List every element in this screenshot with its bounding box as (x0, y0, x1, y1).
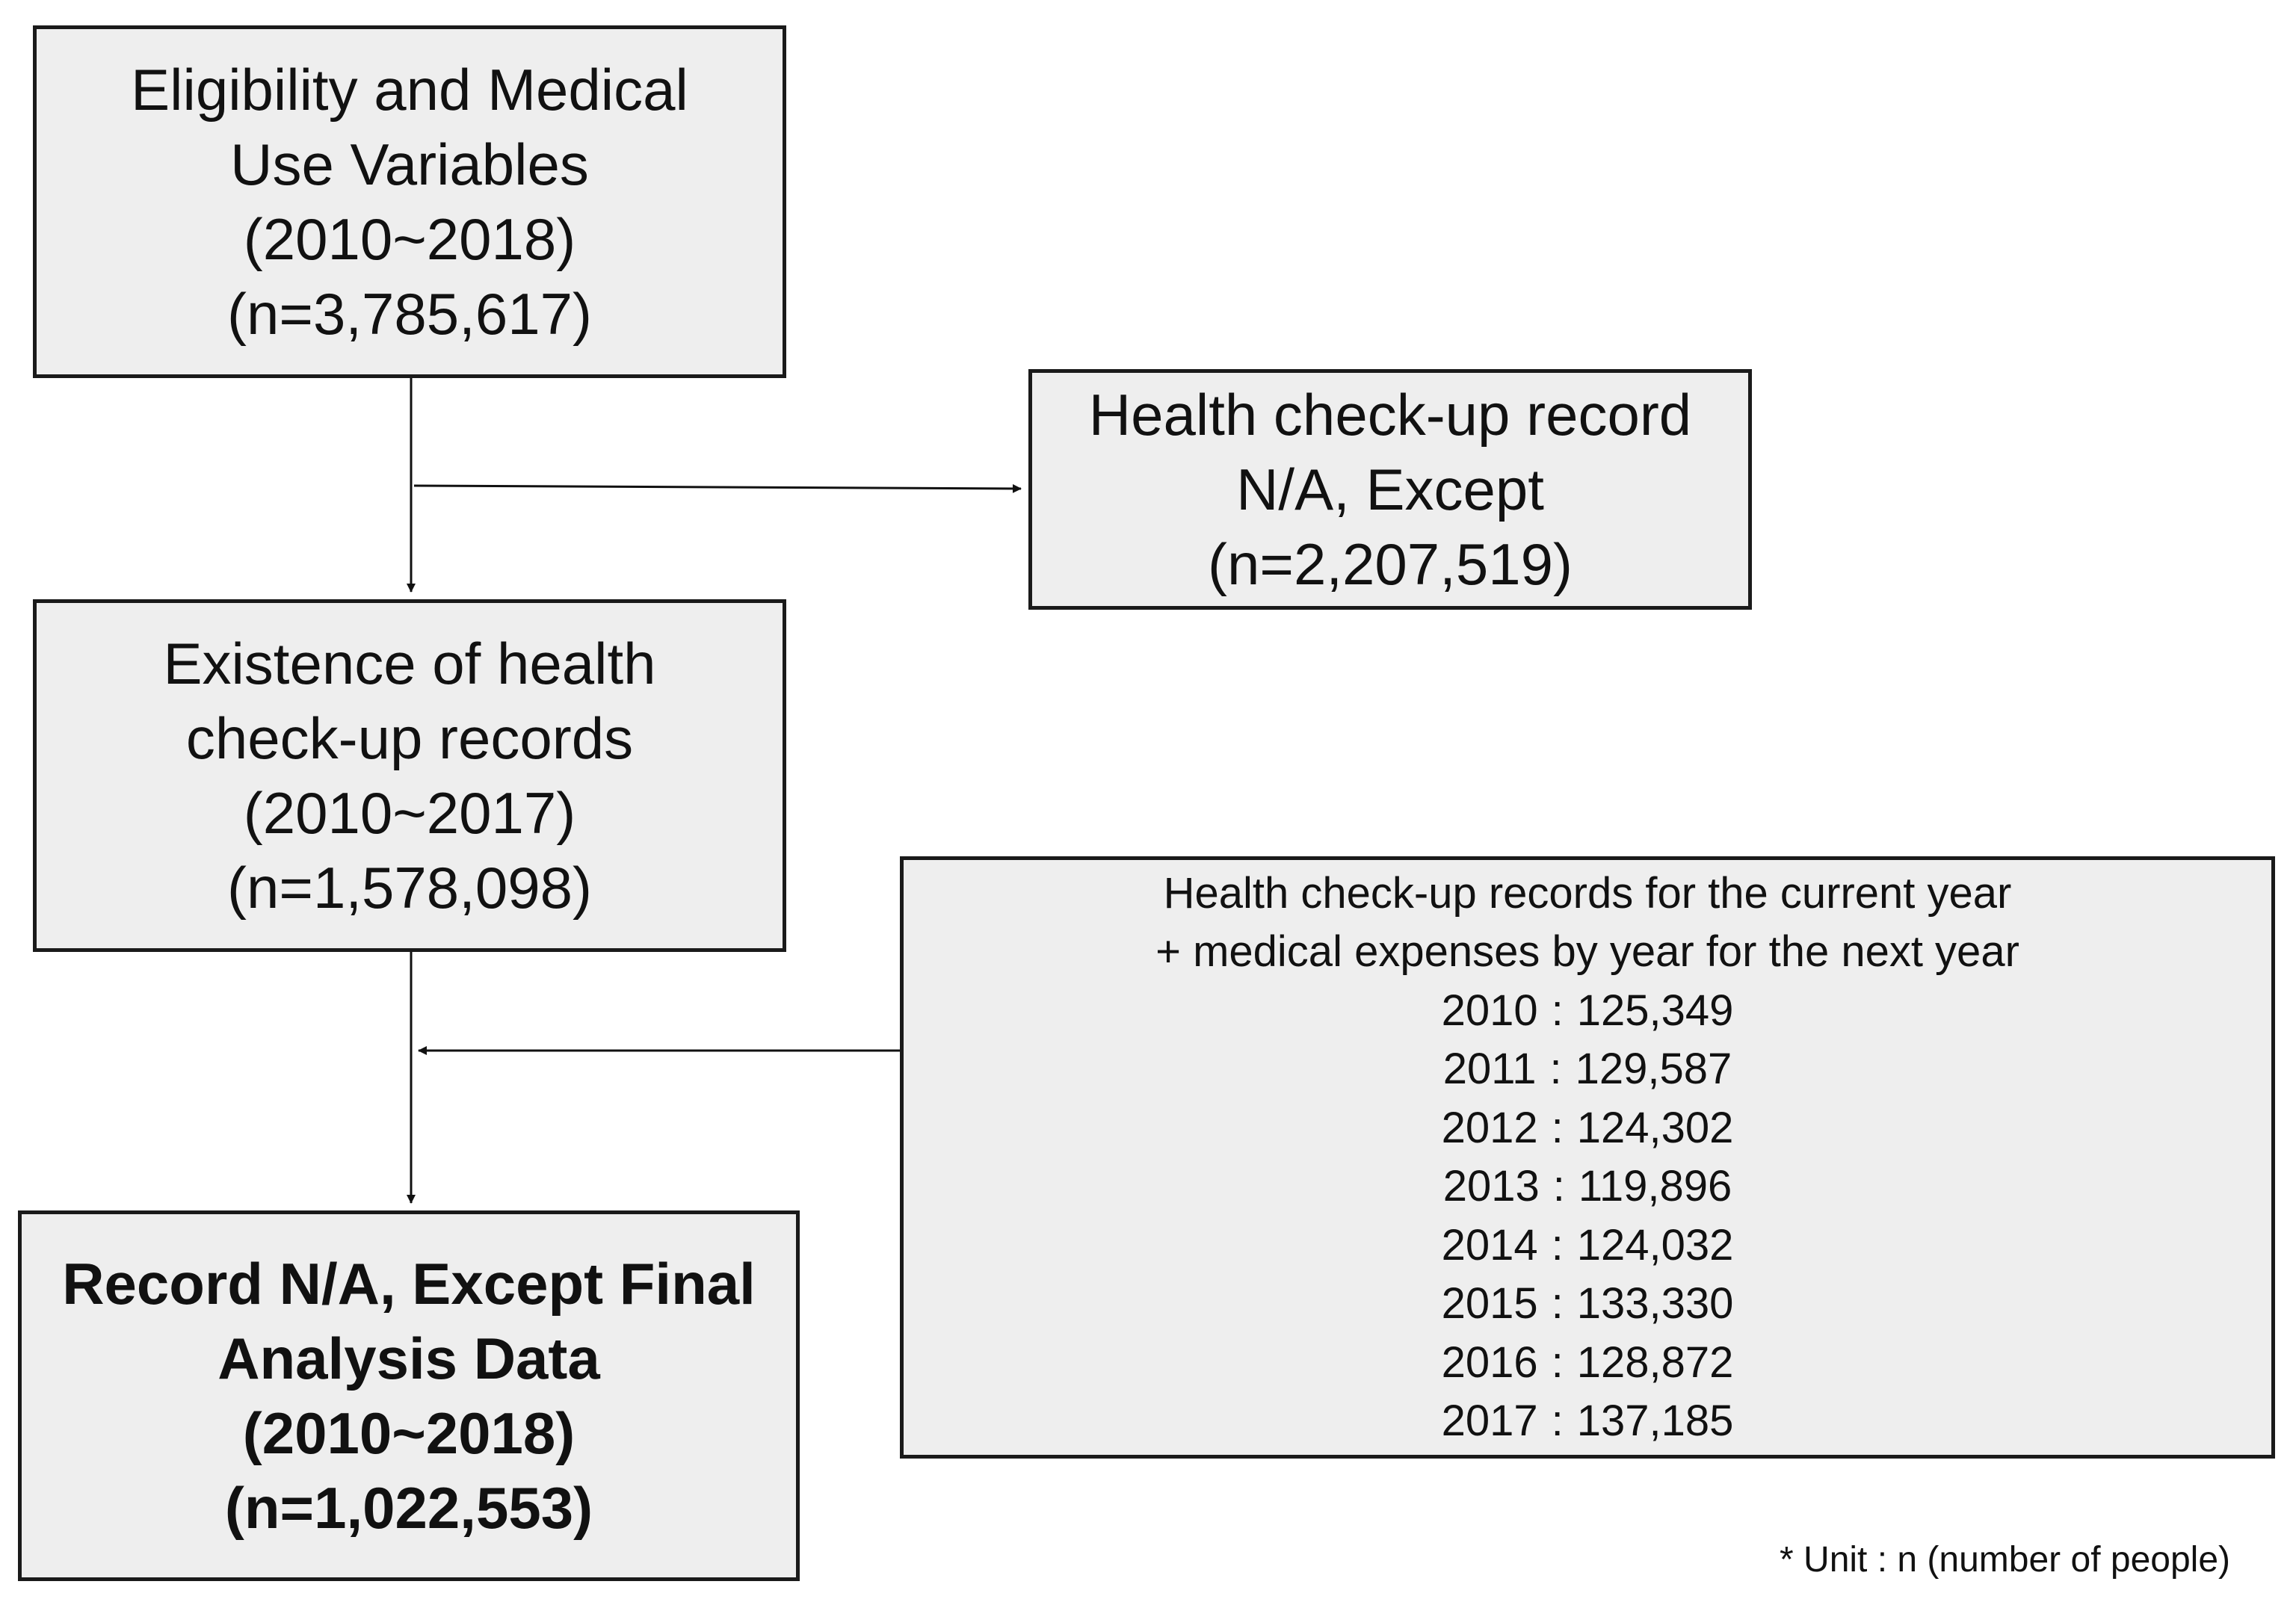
yearly-row (1442, 1040, 1734, 1099)
yearly-row-count: 133,330 (1576, 1279, 1734, 1328)
checkup-na-line-1: Health check-up record (1088, 382, 1692, 448)
eligibility-line-4: (n=3,785,617) (227, 281, 592, 347)
yearly-row-count: 128,872 (1576, 1338, 1734, 1387)
yearly-row-separator: : (1551, 1103, 1564, 1152)
final-line-4: (n=1,022,553) (224, 1475, 593, 1541)
yearly-header-line-2: + medical expenses by year for the next year (1155, 927, 2019, 976)
yearly-row (1442, 1275, 1734, 1334)
eligibility-box (33, 25, 786, 378)
yearly-row-count: 129,587 (1575, 1045, 1732, 1093)
existence-line-1: Existence of health (163, 631, 656, 696)
yearly-row (1442, 1216, 1734, 1275)
yearly-row (1442, 1334, 1734, 1393)
yearly-row-separator: : (1551, 1338, 1564, 1387)
final-line-3: (2010~2018) (242, 1400, 575, 1466)
existence-line-4: (n=1,578,098) (227, 855, 592, 921)
yearly-row (1442, 982, 1734, 1041)
yearly-row (1442, 1392, 1734, 1451)
existence-line-2: check-up records (185, 705, 634, 771)
eligibility-line-3: (2010~2018) (243, 206, 576, 272)
yearly-row-separator: : (1551, 1279, 1564, 1328)
yearly-header-line-1: Health check-up records for the current year (1163, 868, 2012, 918)
checkup-na-box (1028, 369, 1752, 610)
yearly-row-year: 2017 (1441, 1397, 1538, 1445)
final-analysis-box (18, 1210, 800, 1581)
yearly-row-count: 119,896 (1578, 1162, 1732, 1210)
yearly-row (1442, 1157, 1734, 1216)
final-line-1: Record N/A, Except Final (62, 1251, 756, 1317)
yearly-row-count: 137,185 (1576, 1397, 1734, 1445)
yearly-row-separator: : (1551, 1220, 1564, 1270)
yearly-row-separator: : (1551, 986, 1564, 1035)
eligibility-line-1: Eligibility and Medical (131, 57, 688, 123)
checkup-na-line-3: (n=2,207,519) (1208, 531, 1573, 597)
yearly-row-year: 2011 (1442, 1045, 1537, 1093)
yearly-row (1442, 1099, 1734, 1158)
checkup-na-line-2: N/A, Except (1236, 457, 1544, 522)
yearly-row-count: 125,349 (1576, 986, 1734, 1035)
yearly-rows (1442, 982, 1734, 1451)
yearly-row-separator: : (1552, 1162, 1565, 1210)
existence-box (33, 599, 786, 952)
yearly-row-separator: : (1549, 1045, 1562, 1093)
yearly-row-year: 2015 (1441, 1279, 1538, 1328)
existence-line-3: (2010~2017) (243, 780, 576, 846)
yearly-records-box (900, 856, 2275, 1459)
yearly-row-count: 124,302 (1576, 1103, 1734, 1152)
yearly-row-count: 124,032 (1576, 1220, 1734, 1270)
yearly-row-separator: : (1551, 1397, 1564, 1445)
eligibility-line-2: Use Variables (230, 132, 589, 197)
yearly-row-year: 2014 (1441, 1220, 1538, 1270)
yearly-row-year: 2013 (1442, 1162, 1540, 1210)
yearly-row-year: 2012 (1441, 1103, 1538, 1152)
yearly-row-year: 2016 (1441, 1338, 1538, 1387)
final-line-2: Analysis Data (217, 1326, 600, 1391)
unit-note: * Unit : n (number of people) (1780, 1540, 2230, 1580)
arrow-to-checkup-na (414, 486, 1021, 489)
yearly-row-year: 2010 (1441, 986, 1538, 1035)
